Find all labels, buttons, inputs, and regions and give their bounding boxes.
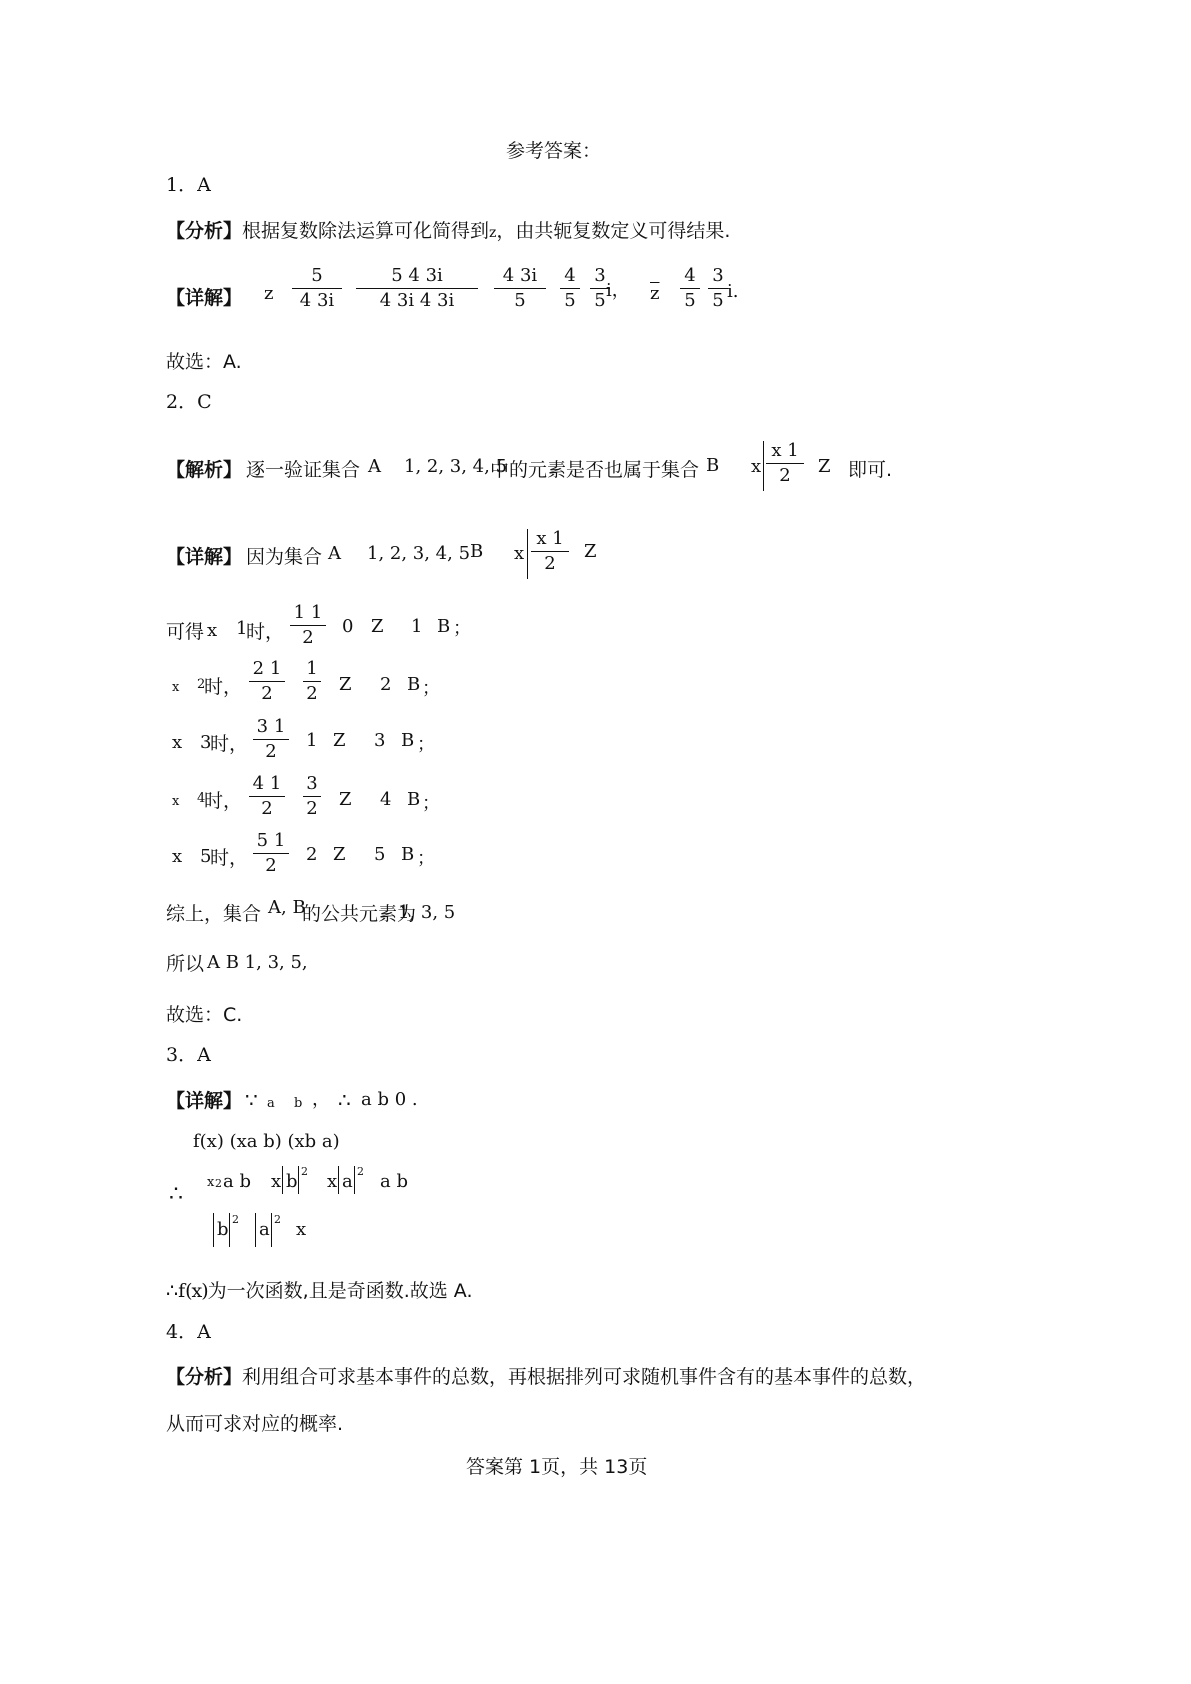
q4-analysis xyxy=(166,1365,926,1389)
var-b: b xyxy=(286,1171,298,1192)
fraction: 3 5 xyxy=(708,265,728,312)
eq-z-conjugate: $\overline{z}$ xyxy=(650,283,660,304)
q3-conclusion xyxy=(166,1279,473,1303)
question-2-header: 2．C xyxy=(166,391,212,413)
analysis-text: ，由共轭复数定义可得结果. xyxy=(496,220,731,242)
set-A: A xyxy=(368,456,381,477)
row-element: 4 xyxy=(380,789,392,810)
fraction: 5 4 3i 4 3i 4 3i xyxy=(356,265,478,312)
var-b: b xyxy=(294,1096,303,1111)
q3-detail-label: 【详解】 xyxy=(166,1090,243,1112)
semicolon: ； xyxy=(417,734,435,755)
var-a: a xyxy=(267,1096,275,1111)
set-B: B xyxy=(407,789,421,810)
fraction: 3 1 2 xyxy=(253,716,289,763)
analysis-label: 【分析】 xyxy=(166,1366,243,1388)
q2-detail-text: 因为集合 xyxy=(246,546,323,568)
set-Z: Z xyxy=(371,616,384,637)
row-prefix: 可得 xyxy=(166,621,205,643)
fraction: 1 1 2 xyxy=(290,602,326,649)
comma: ， xyxy=(312,1089,330,1110)
q2-analysis-label: 【解析】 xyxy=(166,459,243,481)
question-3-header: 3．A xyxy=(166,1044,211,1066)
eq-z: z xyxy=(264,283,274,304)
intersection-expr: A B 1, 3, 5, xyxy=(207,952,308,973)
var-x: x xyxy=(514,543,525,564)
ab-product: a b xyxy=(223,1171,251,1192)
set-Z: Z xyxy=(333,844,346,865)
abs-bar xyxy=(298,1166,299,1194)
var-a: a xyxy=(259,1219,270,1240)
eq-i: i， xyxy=(606,280,630,301)
q2-analysis-text: 逐一验证集合 xyxy=(246,459,361,481)
q2-analysis-text: 中的元素是否也属于集合 xyxy=(490,459,700,481)
question-1-header: 1．A xyxy=(166,174,211,196)
row-result: 1 xyxy=(306,730,318,751)
fx-arg: (x) xyxy=(185,1280,208,1302)
q2-answer: 故选：C. xyxy=(166,1004,243,1026)
q4-analysis-line2: 从而可求对应的概率. xyxy=(166,1413,344,1435)
abs-bar xyxy=(213,1213,214,1247)
fraction: 3 2 xyxy=(303,773,321,820)
therefore-f: ∴f xyxy=(166,1280,186,1302)
row-value: 3 xyxy=(200,732,212,753)
set-builder-bar xyxy=(527,529,528,579)
superscript-2: 2 xyxy=(301,1165,308,1178)
semicolon: ； xyxy=(422,678,440,699)
page-title: 参考答案： xyxy=(506,140,602,162)
set-Z: Z xyxy=(584,541,597,562)
abs-bar xyxy=(255,1213,256,1247)
superscript-2: 2 xyxy=(274,1213,281,1226)
ab-zero: a b 0 . xyxy=(361,1089,418,1110)
fraction: 5 1 2 xyxy=(253,830,289,877)
row-when: 时， xyxy=(204,676,243,698)
row-when: 时， xyxy=(246,621,285,643)
var-x: x xyxy=(172,680,180,695)
row-element: 3 xyxy=(374,730,386,751)
row-element: 5 xyxy=(374,844,386,865)
sets-AB: A, B xyxy=(268,897,306,918)
q2-summary: 的公共元素为 xyxy=(302,903,417,925)
row-when: 时， xyxy=(210,733,249,755)
superscript-2: 2 xyxy=(357,1165,364,1178)
therefore-symbol: ∴ xyxy=(169,1182,183,1207)
row-result: 2 xyxy=(306,844,318,865)
q2-analysis-text: 即可. xyxy=(848,459,893,481)
common-elements: 1, 3, 5 xyxy=(398,902,456,923)
conclusion-text: 为一次函数,且是奇函数.故选 A. xyxy=(207,1280,473,1302)
row-when: 时， xyxy=(210,847,249,869)
row-element: 1 xyxy=(411,616,423,637)
therefore-symbol: ∴ xyxy=(338,1088,351,1112)
var-z: z xyxy=(489,225,497,241)
fx-definition: f(x) (xa b) (xb a) xyxy=(193,1131,340,1152)
analysis-text: 利用组合可求基本事件的总数，再根据排列可求随机事件含有的基本事件的总数， xyxy=(242,1366,927,1388)
ab-product: a b xyxy=(380,1171,408,1192)
var-x: x xyxy=(296,1219,307,1240)
abs-bar xyxy=(282,1166,283,1194)
var-x: x xyxy=(207,620,218,641)
q2-so: 所以 xyxy=(166,953,205,975)
var-x: x xyxy=(751,456,762,477)
set-builder-bar xyxy=(763,441,764,491)
set-B: B xyxy=(437,616,451,637)
fraction: 4 1 2 xyxy=(249,773,285,820)
semicolon: ； xyxy=(422,793,440,814)
var-x: x xyxy=(172,732,183,753)
question-4-header: 4．A xyxy=(166,1321,211,1343)
set-B: B xyxy=(470,541,484,562)
set-Z: Z xyxy=(333,730,346,751)
q2-detail-label: 【详解】 xyxy=(166,546,243,568)
fraction: 2 1 2 xyxy=(249,658,285,705)
abs-bar xyxy=(271,1213,272,1247)
set-B: B xyxy=(401,844,415,865)
q1-analysis xyxy=(166,219,730,245)
set-Z: Z xyxy=(339,674,352,695)
abs-bar xyxy=(354,1166,355,1194)
row-value: 2 xyxy=(197,677,206,692)
row-result: 0 xyxy=(342,616,354,637)
analysis-label: 【分析】 xyxy=(166,220,243,242)
var-b: b xyxy=(217,1219,229,1240)
because-symbol: ∵ xyxy=(245,1088,258,1112)
q1-detail-label: 【详解】 xyxy=(166,287,243,309)
fraction: 3 5 xyxy=(590,265,610,312)
fraction: x 1 2 xyxy=(766,440,804,487)
set-B: B xyxy=(706,455,720,476)
q1-answer: 故选：A. xyxy=(166,351,242,373)
semicolon: ； xyxy=(417,848,435,869)
set-Z: Z xyxy=(339,789,352,810)
semicolon: ； xyxy=(453,618,471,639)
row-when: 时， xyxy=(204,790,243,812)
var-x: x xyxy=(172,846,183,867)
set-Z: Z xyxy=(818,456,831,477)
abs-bar xyxy=(229,1213,230,1247)
set-A: A xyxy=(328,543,341,564)
q2-summary: 综上，集合 xyxy=(166,903,262,925)
row-value: 5 xyxy=(200,846,212,867)
var-x: x xyxy=(172,794,180,809)
fraction: 4 5 xyxy=(680,265,700,312)
var-x: x xyxy=(207,1175,215,1190)
fraction: 5 4 3i xyxy=(292,265,342,312)
var-x: x xyxy=(327,1171,338,1192)
var-x: x xyxy=(271,1171,282,1192)
fraction: 4 5 xyxy=(560,265,580,312)
row-element: 2 xyxy=(380,674,392,695)
fraction: 1 2 xyxy=(303,658,321,705)
set-B: B xyxy=(401,730,415,751)
set-A-elements: 1, 2, 3, 4, 5 xyxy=(367,543,471,564)
page-footer: 答案第 1页，共 13页 xyxy=(466,1456,648,1478)
fraction: 4 3i 5 xyxy=(494,265,546,312)
set-B: B xyxy=(407,674,421,695)
row-value: 1 xyxy=(236,618,248,639)
row-value: 4 xyxy=(197,791,206,806)
fraction: x 1 2 xyxy=(531,528,569,575)
eq-i: i. xyxy=(727,281,739,302)
subscript-2: 2 xyxy=(215,1177,222,1190)
analysis-text: 根据复数除法运算可化简得到 xyxy=(242,220,490,242)
abs-bar xyxy=(338,1166,339,1194)
superscript-2: 2 xyxy=(232,1213,239,1226)
set-A-elements: 1, 2, 3, 4, 5 xyxy=(404,456,508,477)
var-a: a xyxy=(342,1171,353,1192)
